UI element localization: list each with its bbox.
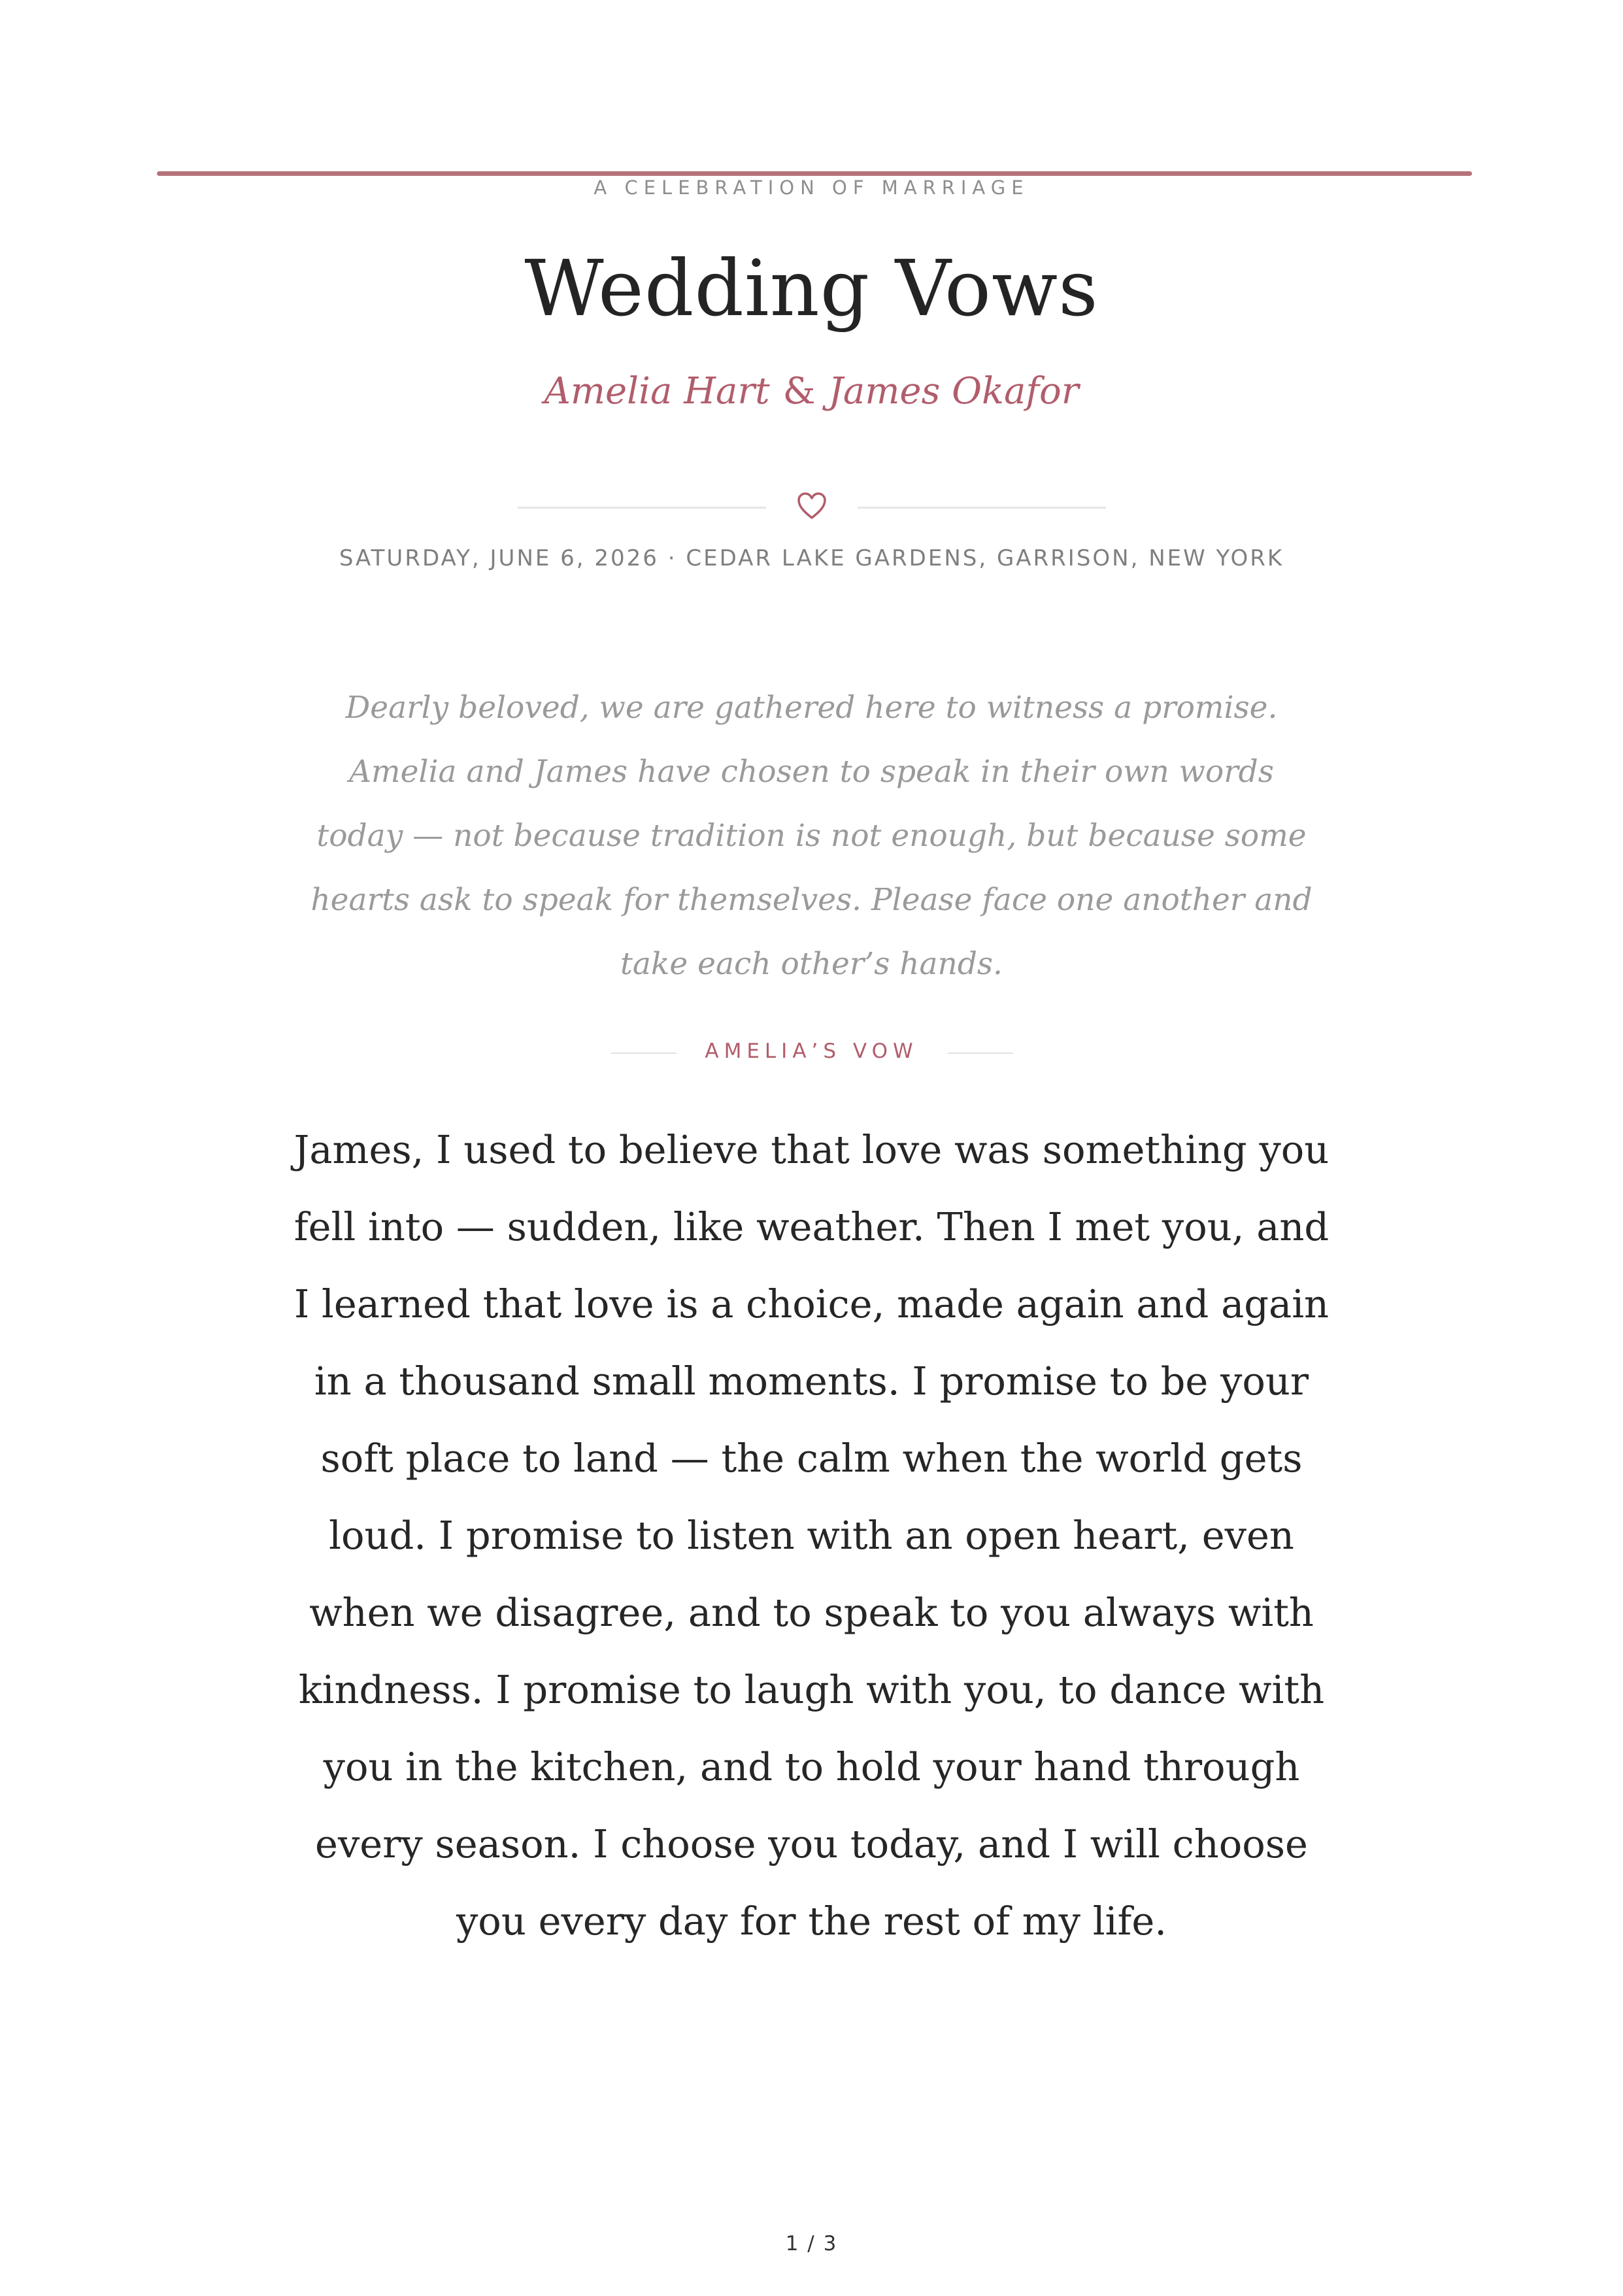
page-title: Wedding Vows	[524, 243, 1099, 333]
page-number: 1 / 3	[785, 2232, 838, 2255]
ornament-divider-left	[518, 507, 766, 509]
couple-names	[0, 370, 1623, 413]
section-divider-right	[948, 1053, 1013, 1054]
ampersand: &	[782, 370, 816, 413]
eyebrow-text: A CELEBRATION OF MARRIAGE	[594, 177, 1029, 199]
section-label-amelias-vow: AMELIA’S VOW	[705, 1039, 918, 1063]
event-details: SATURDAY, JUNE 6, 2026 · CEDAR LAKE GARDENS, GARRISON, NEW YORK	[339, 545, 1284, 571]
heart-icon	[797, 492, 827, 520]
top-accent-rule	[157, 171, 1472, 176]
amelia-vow-text: James, I used to believe that love was something you fell into — sudden, like weather. Then I met you, and I learned that love is a choice, made again and again in a thousand small moments. I promise to be your soft place to land — the calm when the world gets loud. I promise to listen with an open heart, even when we disagree, and to speak to you always with kindness. I promise to laugh with you, to dance with you in the kitchen, and to hold your hand through every season. I choose you today, and I will choose you every day for the rest of my life.	[293, 1127, 1330, 1944]
partner-one-name: Amelia Hart	[544, 370, 770, 413]
partner-two-name: James Okafor	[828, 370, 1079, 413]
ornament-divider-right	[858, 507, 1106, 509]
officiant-introduction: Dearly beloved, we are gathered here to witness a promise. Amelia and James have chosen to speak in their own words today — not because tradition is not enough, but because some hearts ask to speak for themselves. Please face one another and take each other’s hands.	[310, 690, 1313, 982]
